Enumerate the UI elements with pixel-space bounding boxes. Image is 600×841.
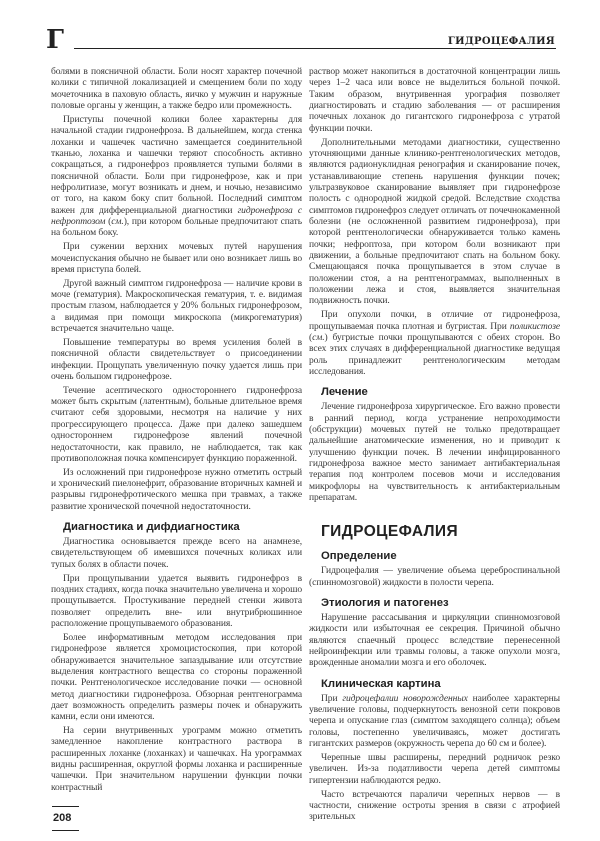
italic-term: поликистозе (509, 320, 560, 332)
paragraph (309, 693, 560, 750)
text-run: При (321, 692, 343, 704)
text-run: Диагностика основывается прежде всего на анамнезе, свидетельствующем об имевшихся почечных коликах или тупых болях в области почек. (51, 536, 302, 570)
section-heading: Клиническая картина (321, 677, 441, 690)
paragraph (51, 573, 302, 630)
text-run: На серии внутривенных урограмм можно отметить замедленное накопление контрастного раствора в расширенных лоханке (лоханках) и чашечках. На урограммах видны расширенная, округлой формы лоханка и расширенные чашечки. При значительном нарушении функции почки контрастный (51, 725, 302, 793)
paragraph (51, 536, 302, 570)
paragraph (51, 467, 302, 512)
text-run: наиболее характерны увеличение головы, подчеркнутость венозной сети покровов черепа и опускание глаз (симптом заходящего солнца); объем головы, постепенно увеличиваясь, может достигать гигантских размеров (окружность черепа до 60 см и более). (309, 692, 560, 750)
text-run: раствор может накопиться в достаточной концентрации лишь через 1–2 часа или вовсе не выделиться больной почкой. Таким образом, внутривенная урография позволяет диагностировать и стадию заболевания — от расширения почечных лоханок до гигантского гидронефроза с утратой функции почки. (309, 66, 560, 134)
text-run: При прощупывании удается выявить гидронефроз в поздних стадиях, когда почка значительно увеличена и хорошо прощупывается. Простукивание передней стенки живота позволяет определить вне- или внутрибрюшинное расположение прощупываемого образования. (51, 572, 302, 629)
page-number: 208 (53, 812, 72, 824)
text-run: ( (309, 331, 313, 343)
text-run: Лечение гидронефроза хирургическое. Его важно провести в ранний период, когда устранение непроходимости (обструкции) мочевых путей не только предотвращает дальнейшие анатомические изменения, но и приводит к улучшению функции почек. В лечении инфицированного гидронефроза важное место занимает антибактериальная терапия под контролем посевов мочи и исследования микрофлоры на чувствительность к антибактериальным препаратам. (309, 401, 560, 504)
page-number-block (52, 806, 82, 831)
text-run: Течение асептического одностороннего гидронефроза может быть скрытым (латентным), больные длительное время считают себя здоровыми, несмотря на наличие у них прогрессирующего процесса. Даже при далеко зашедшем одностороннем гидронефрозе явлений почечной недостаточности, как правило, не наблюдается, так как противоположная почка компенсирует функцию пораженной. (51, 384, 302, 464)
text-run: Часто встречаются параличи черепных нервов — в частности, снижение остроты зрения в связи с атрофией зрительных (309, 788, 560, 823)
paragraph (309, 789, 560, 823)
text-run: Нарушение рассасывания и циркуляции спинномозговой жидкости или избыточная ее секреция. Причиной обычно являются спаечный процесс вследствие перенесенной нейроинфекции или травмы головы, а также опухоли мозга, врожденные аномалии мозга и его оболочек. (309, 612, 560, 669)
paragraph (51, 337, 302, 382)
text-run: Другой важный симптом гидронефроза — наличие крови в моче (гематурия). Макроскопическая гематурия, т. е. видимая простым глазом, наблюдается у 20% больных гидронефрозом, а видимая при помощи микроскопа (микрогематурия) встречается значительно чаще. (51, 277, 302, 335)
section-heading: Диагностика и дифдиагностика (63, 521, 240, 534)
header-rule (74, 48, 556, 49)
italic-term: гидроцефалии новорожденных (342, 692, 468, 704)
text-run: Из осложнений при гидронефрозе нужно отметить острый и хронический пиелонефрит, образование вторичных камней и разрывы гидронефротического мешка при травмах, а также развитие хронической почечной недостаточности. (51, 466, 302, 512)
running-title: ГИДРОЦЕФАЛИЯ (447, 36, 555, 47)
section-heading: Этиология и патогенез (321, 597, 449, 610)
right-column (309, 66, 560, 825)
paragraph (51, 114, 302, 239)
paragraph (309, 401, 560, 503)
text-run: Дополнительными методами диагностики, существенно уточняющими данные клинико-рентгенологических методов, являются радионуклидная ренография и сканирование почек, устанавливающие степень нарушения функции почек; ультразвуковое сканирование выявляет при гидронефрозе полость с однородной жидкой средой. Вследствие сходства симптомов гидронефроз следует отличать от почечнокаменной болезни (не осложненной развитием гидронефроза), при которой рентгенологически обнаруживается только камень почки; нефроптоза, при котором боли возникают при движении, а больные предпочитают спать на больном боку. Смещающаяся почка прощупывается в этом случае в положении стоя, а на рентгенограммах, выполненных в положении лежа и стоя, выявляется значительная подвижность почки. (309, 136, 560, 307)
paragraph (309, 752, 560, 786)
section-heading: Лечение (321, 386, 368, 399)
text-run: болями в поясничной области. Боли носят характер почечной колики с типичной локализацией и смещением боли по ходу мочеточника в паховую область, яичко у мужчин и наружные половые органы у женщин, а также бедро или промежность. (51, 66, 302, 112)
italic-term: см. (312, 331, 325, 343)
text-run: ) бугристые почки прощупываются с обеих сторон. Во всех этих случаях в дифференциальной диагностике ведущая роль принадлежит рентгенологическим методам исследования. (309, 331, 560, 377)
italic-term: гидронефроза с нефроптозом (51, 204, 303, 227)
page-number-rule-bottom (52, 830, 79, 831)
text-run: Приступы почечной колики более характерны для начальной стадии гидронефроза. В дальнейшем, когда стенка лоханки и чашечек частично замещается соединительной тканью, лоханка и чашечки теряют способность активно сокращаться, а гидронефроз проявляется тупыми болями в поясничной области. Боли при гидронефрозе, как и при нефролитиазе, могут возникать и днем, и ночью, независимо от того, на каком боку спит больной. Последний симптом важен для дифференциальной диагностики (51, 113, 302, 216)
paragraph (51, 632, 302, 723)
article-title: ГИДРОЦЕФАЛИЯ (321, 523, 459, 541)
paragraph (51, 385, 302, 464)
paragraph (51, 278, 302, 335)
text-run: Гидроцефалия — увеличение объема цереброспинальной (спинномозговой) жидкости в полости черепа. (309, 565, 560, 588)
paragraph (309, 137, 560, 307)
text-run: При сужении верхних мочевых путей нарушения мочеиспускания обычно не бывает или оно возникает лишь во время приступа болей. (51, 241, 302, 275)
section-letter: Г (46, 25, 64, 55)
italic-term: см. (111, 215, 124, 227)
paragraph (51, 66, 302, 111)
text-run: ( (105, 215, 112, 227)
paragraph (309, 565, 560, 588)
left-column (51, 66, 302, 796)
paragraph (51, 725, 302, 793)
paragraph (51, 241, 302, 275)
paragraph (309, 612, 560, 669)
text-run: Более информативным методом исследования при гидронефрозе является хромоцистоскопия, при которой обнаруживается значительное запаздывание или отсутствие выделения контрастного вещества со стороны пораженной почки. Рентгенологическое исследование почки — основной метод диагностики гидронефроза. Обзорная рентгенограмма дает возможность определить размеры почек и обнаружить камни, если они имеются. (51, 631, 302, 723)
text-run: Черепные швы расширены, передний родничок резко увеличен. Из-за податливости черепа детей симптомы гипертензии наблюдаются редко. (309, 752, 560, 786)
paragraph (309, 66, 560, 134)
section-heading: Определение (321, 550, 397, 563)
text-run: Повышение температуры во время усиления болей в поясничной области свидетельствует о присоединении инфекции. Прощупать увеличенную почку удается лишь при очень большом гидронефрозе. (51, 336, 302, 382)
text-run: ), при котором больные предпочитают спать на больном боку. (51, 215, 302, 239)
text-run: При опухоли почки, в отличие от гидронефроза, прощупываемая почка плотная и бугристая. При (309, 309, 560, 332)
page-number-rule-top (52, 806, 79, 807)
paragraph (309, 309, 560, 377)
